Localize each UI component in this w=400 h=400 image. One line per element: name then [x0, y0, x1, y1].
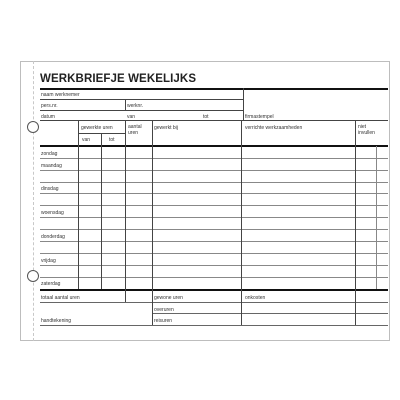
rule-persnr — [40, 110, 243, 111]
day-zondag: zondag — [41, 151, 58, 157]
footer-col-line — [152, 289, 153, 325]
row-line — [40, 253, 388, 254]
day-donderdag: donderdag — [41, 234, 65, 240]
footer-col-line — [241, 289, 242, 325]
label-firmastempel: firmastempel — [245, 114, 274, 120]
label-tot: tot — [203, 114, 209, 120]
rule-table-bottom — [40, 289, 388, 291]
row-line — [40, 193, 388, 194]
label-van: van — [127, 114, 136, 120]
col-line — [101, 133, 102, 289]
rule-header-bottom — [40, 145, 388, 147]
vline-stamp — [243, 88, 244, 120]
label-datum: datum — [41, 114, 55, 120]
label-pers-nr: pers.nr. — [41, 103, 58, 109]
col-line — [241, 120, 242, 289]
day-vrijdag: vrijdag — [41, 258, 56, 264]
header-verrichte-werkzaamheden: verrichte werkzaamheden — [245, 125, 303, 131]
row-line — [40, 229, 388, 230]
col-line — [125, 120, 126, 289]
row-line — [40, 170, 388, 171]
row-line — [40, 158, 388, 159]
form-title: WERKBRIEFJE WEKELIJKS — [40, 73, 197, 85]
row-line — [40, 205, 388, 206]
perforation-line — [33, 61, 34, 341]
day-woensdag: woensdag — [41, 210, 64, 216]
footer-rule-2 — [152, 313, 388, 314]
label-werknr: werknr. — [127, 103, 144, 109]
footer-rule-3 — [40, 325, 388, 326]
rule-name — [40, 99, 243, 100]
label-naam-werknemer: naam werknemer — [41, 92, 80, 98]
label-totaal-aantal-uren: totaal aantal uren — [41, 295, 80, 301]
col-line — [152, 120, 153, 289]
header-gewerkte-uren: gewerkte uren — [81, 125, 113, 131]
header-niet-invullen: niet invullen — [358, 124, 375, 136]
col-line — [78, 120, 79, 289]
punch-hole-bottom — [27, 270, 39, 282]
punch-hole-top — [27, 121, 39, 133]
footer-col-line — [125, 289, 126, 302]
header-tot: tot — [109, 137, 115, 143]
header-van: van — [82, 137, 91, 143]
footer-col-line — [355, 289, 356, 325]
row-line — [40, 182, 388, 183]
row-line — [40, 241, 388, 242]
vline-persnr — [125, 99, 126, 110]
label-onkosten: onkosten — [245, 295, 266, 301]
title-rule — [40, 88, 388, 90]
day-zaterdag: zaterdag — [41, 281, 61, 287]
header-aantal-uren: aantal uren — [128, 124, 142, 136]
row-line — [40, 217, 388, 218]
day-dinsdag: dinsdag — [41, 186, 59, 192]
row-line — [40, 265, 388, 266]
footer-rule-1 — [40, 302, 388, 303]
label-reisuren: reisuren — [154, 318, 173, 324]
label-gewone-uren: gewone uren — [154, 295, 183, 301]
row-line — [40, 277, 388, 278]
col-line — [355, 120, 356, 289]
label-overuren: overuren — [154, 307, 174, 313]
col-line — [376, 146, 377, 289]
rule-datum — [40, 120, 388, 121]
header-gewerkt-bij: gewerkt bij — [154, 125, 178, 131]
label-handtekening: handtekening — [41, 318, 72, 324]
day-maandag: maandag — [41, 163, 62, 169]
